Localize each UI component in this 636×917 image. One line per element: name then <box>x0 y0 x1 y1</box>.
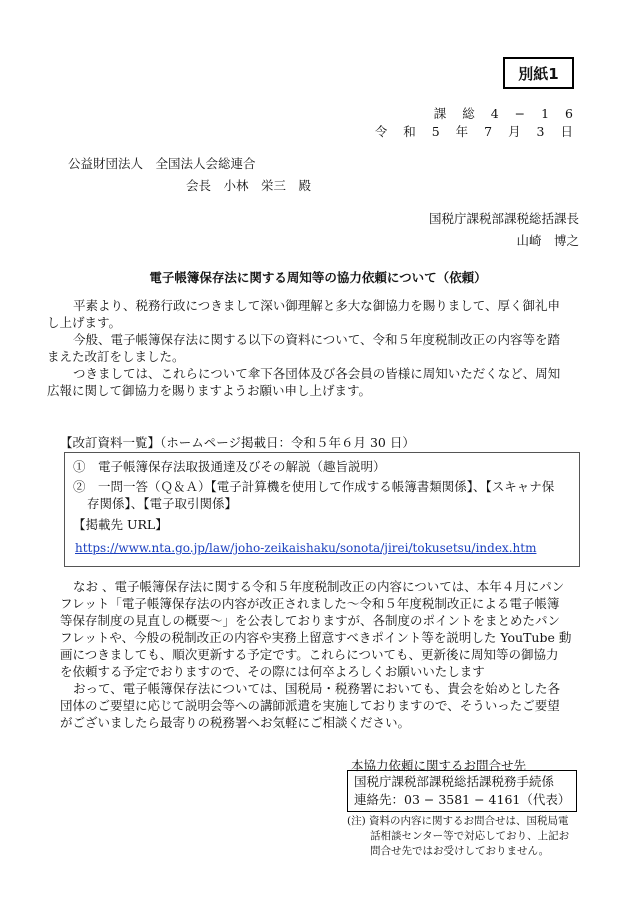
contact-note-line-3: 問合せ先ではお受けしておりません。 <box>370 845 550 857</box>
recipient-organization: 公益財団法人 全国法人会総連合 <box>68 156 256 171</box>
paragraph-1-line-2: し上げます。 <box>47 315 122 330</box>
paragraph-1 <box>47 297 582 331</box>
paragraph-3 <box>47 365 582 399</box>
materials-url-link[interactable]: https://www.nta.go.jp/law/joho-zeikaishaku/sonota/jirei/tokusetsu/index.htm <box>75 541 537 555</box>
paragraph-1-line-1: 平素より、税務行政につきまして深い御理解と多大な御協力を賜りまして、厚く御礼申 <box>73 298 561 313</box>
attachment-label-box <box>503 57 574 89</box>
sender-title: 国税庁課税部課税総括課長 <box>428 211 579 226</box>
materials-box <box>64 452 580 567</box>
sender-name: 山崎 博之 <box>516 233 579 248</box>
closing-paragraphs <box>60 578 582 731</box>
material-item-2-line-1: ② 一問一答（Ｑ＆Ａ）【電子計算機を使用して作成する帳簿書類関係】、【スキャナ保 <box>73 479 555 494</box>
contact-box <box>347 770 577 812</box>
url-heading: 【掲載先 URL】 <box>73 517 168 532</box>
contact-note <box>347 814 592 859</box>
contact-note-line-2: 話相談センター等で対応しており、上記お <box>370 830 570 842</box>
closing-line-9: がございましたら最寄りの税務署へお気軽にご相談ください。 <box>60 715 411 730</box>
paragraph-3-line-2: 広報に関して御協力を賜りますようお願い申し上げます。 <box>47 383 372 398</box>
document-subject: 電子帳簿保存法に関する周知等の協力依頼について（依頼） <box>149 270 487 285</box>
contact-office: 国税庁課税部課税総括課税務手続係 <box>354 774 555 789</box>
material-item-1: ① 電子帳簿保存法取扱通達及びその解説（趣旨説明） <box>73 459 386 474</box>
recipient-person: 会長 小林 栄三 殿 <box>186 178 312 193</box>
contact-note-line-1: (注) 資料の内容に関するお問合せは、国税局電 <box>347 815 569 827</box>
paragraph-3-line-1: つきましては、これらについて傘下各団体及び各会員の皆様に周知いただくなど、周知 <box>73 366 561 381</box>
paragraph-2-line-1: 今般、電子帳簿保存法に関する以下の資料について、令和５年度税制改正の内容等を踏 <box>73 332 561 347</box>
closing-line-1: なお 、電子帳簿保存法に関する令和５年度税制改正の内容については、本年４月にパン <box>73 579 565 594</box>
closing-line-7: おって、電子帳簿保存法については、国税局・税務署においても、貴会を始めとした各 <box>73 681 561 696</box>
contact-phone: 連絡先：03 − 3581 − 4161（代表） <box>354 792 571 807</box>
closing-line-3: 等保存制度の見直しの概要〜」を公表しておりますが、各制度のポイントをまとめたパン <box>60 613 561 628</box>
paragraph-2 <box>47 331 582 365</box>
document-date: 令 和 5 年 7 月 3 日 <box>374 124 579 139</box>
material-item-2 <box>73 478 571 512</box>
closing-line-5: 画につきましても、順次更新する予定です。これらについても、更新後に周知等の御協力 <box>60 647 559 662</box>
closing-line-4: フレットや、今般の税制改正の内容や実務上留意すべきポイント等を説明した YouTube 動 <box>60 630 572 645</box>
body-paragraphs <box>47 297 582 399</box>
contact-heading: 本協力依頼に関するお問合せ先 <box>351 758 527 773</box>
materials-heading: 【改訂資料一覧】（ホームページ掲載日：令和５年６月 30 日） <box>60 435 415 450</box>
document-number: 課 総 4 − 1 6 <box>433 106 579 121</box>
closing-line-8: 団体のご要望に応じて説明会等への講師派遣を実施しておりますので、そういったご要望 <box>60 698 560 713</box>
closing-line-6: を依頼する予定でおりますので、その際には何卒よろしくお願いいたします <box>60 664 485 679</box>
paragraph-2-line-2: まえた改訂をしました。 <box>47 349 185 364</box>
attachment-label: 別紙1 <box>518 64 559 83</box>
material-item-2-line-2: 存関係】、【電子取引関係】 <box>87 496 238 511</box>
closing-line-2: フレット「電子帳簿保存法の内容が改正されました〜令和５年度税制改正による電子帳簿 <box>60 596 560 611</box>
